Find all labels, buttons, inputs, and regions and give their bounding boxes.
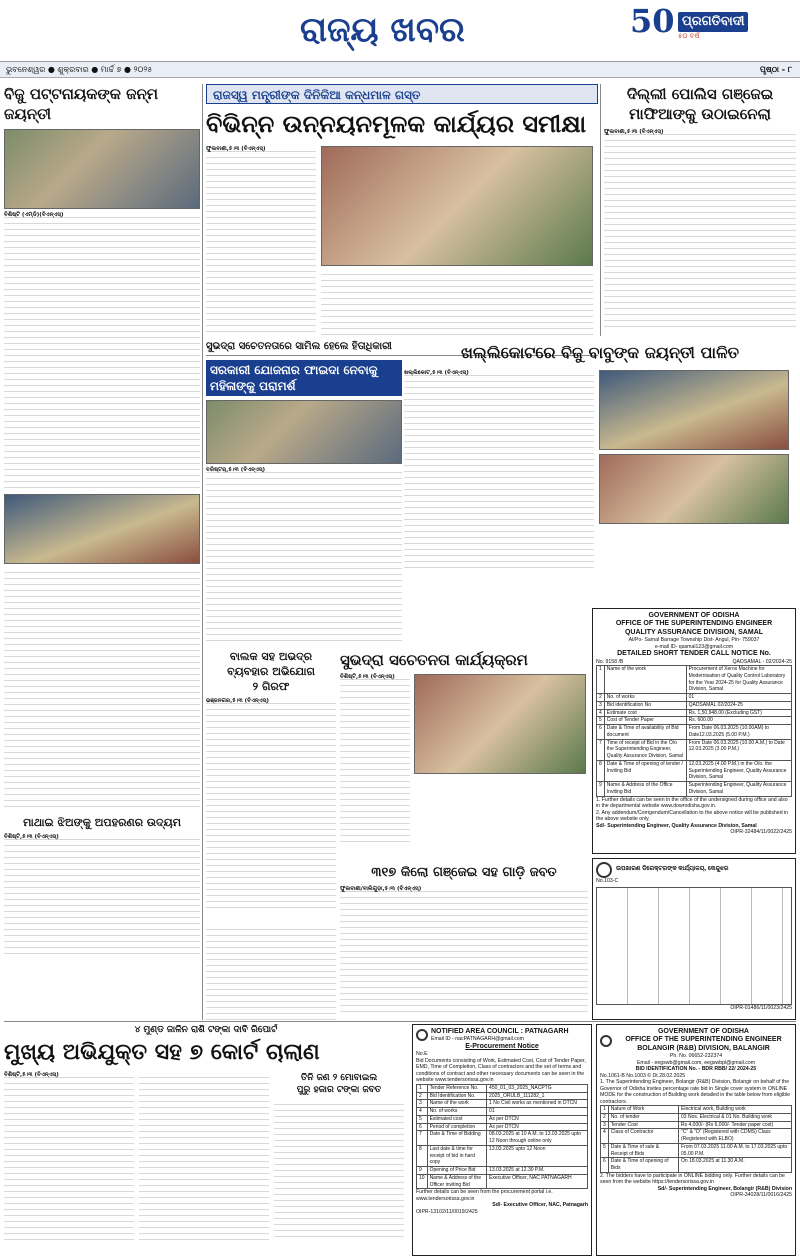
table-cell: 6: [597, 725, 605, 740]
table-row: [597, 694, 792, 702]
headline: ୩୧୭ କିଲୋ ଗଞ୍ଜେଇ ସହ ଗାଡ଼ି ଜବତ: [371, 865, 557, 880]
table-cell: Procurement of Xerox Machine for Modernisation of Quality Control Laboratory for the Year 2024-25 for Quality Assurance Division, Samal: [686, 666, 791, 694]
tender-division: BOLANGIR (R&B) DIVISION, BALANGIR: [637, 1044, 770, 1052]
table-row: [417, 1108, 588, 1116]
tender-email: e-mail ID- qasmal123@gmail.com: [654, 643, 734, 650]
story-ganja-seized: [340, 864, 588, 1020]
article-text: [4, 834, 200, 954]
kicker-text: ରାଜସ୍ୱ ମନ୍ତ୍ରୀଙ୍କ ଦିନିକିଆ କନ୍ଧମାଳ ଗସ୍ତ: [213, 88, 421, 102]
headline-line1: ତିନି ଜଣ ୨ ମୋବାଇଲ: [300, 1072, 378, 1083]
table-row: [597, 701, 792, 709]
table-row: [417, 1100, 588, 1108]
tender-notice-samal: [592, 608, 796, 854]
tender-code: OIPR-01486/11/0023/2425: [730, 1004, 792, 1011]
headline-line2: ମାଫିଆଙ୍କୁ ଉଠାଇନେଲା: [629, 105, 771, 124]
tender-notice-patnagarh: [412, 1024, 592, 1256]
byline: ଫୁଲବାଣୀ/ବାଲିଗୁଡ଼ା,୫।୩ (ବିଏନ୍‌ଏସ୍‌): [340, 885, 422, 892]
page-number: ପୃଷ୍ଠା - ୮: [759, 65, 792, 74]
kicker: ୪ ମୁଣ୍ଡ ଜାଳିନ ରାଶି ଟଙ୍କା ଦାବି ରିପୋର୍ଟ: [134, 1025, 278, 1035]
table-row: [597, 709, 792, 717]
tender-address: At/Po- Samal Barrage Township Dist- Angul, Pin- 759037: [628, 637, 760, 644]
headline-line1: ବାଲକ ସହ ଅଭଦ୍ର: [229, 650, 313, 663]
table-cell: Cost of Tender Paper: [604, 717, 686, 725]
table-cell: Date & Time of opening of Bids: [608, 1158, 678, 1173]
table-cell: 12.03.2025 (4.00 P.M.) in the O/o. the Superintending Engineer, Quality Assurance Division, Samal: [686, 760, 791, 781]
byline: ବରିଷ୍ଟର୍‌,୫।୩ (ବିଏନ୍‌ଏସ୍‌): [206, 467, 266, 474]
table-cell: 01: [686, 694, 791, 702]
table-cell: 6: [601, 1158, 609, 1173]
article-text: [340, 886, 588, 1012]
table-cell: 1: [601, 1106, 609, 1114]
table-row: [597, 666, 792, 694]
table-cell: Period of completion: [427, 1123, 486, 1131]
table-cell: Opening of Price Bid: [427, 1167, 486, 1175]
column-divider: [600, 84, 601, 336]
table-row: [417, 1115, 588, 1123]
tender-office: NOTIFIED AREA COUNCIL : PATNAGARH: [431, 1028, 569, 1035]
news-photo: [414, 674, 586, 774]
tender-signature: Sd/- Superintending Engineer, Bolangir (R&B) Division: [657, 1185, 792, 1192]
table-cell: Tender Reference No.: [427, 1084, 486, 1092]
headline-line1: ଦିଲ୍ଲୀ ପୋଲିସ ଗଞ୍ଜେଇ: [626, 85, 774, 103]
table-cell: Nature of Work: [608, 1106, 678, 1114]
table-cell: Executive Officer, NAC PATNAGARH: [487, 1174, 588, 1189]
column-divider: [202, 84, 203, 1020]
table-cell: 1 No Civil works as mentioned in DTCN: [487, 1100, 588, 1108]
table-row: [601, 1143, 792, 1158]
story-court-challan: [4, 1024, 408, 1256]
tender-ref: No. 9158 /B: [596, 658, 624, 665]
masthead: [0, 0, 800, 62]
news-photo: [321, 146, 593, 266]
kicker-text: ସୁଭଦ୍ରା ସଚେତନତାରେ ସାମିଲ ହେଲେ ହିତାଧିକାରୀ: [206, 341, 392, 352]
headline: ମୁଖ୍ୟ ଅଭିଯୁକ୍ତ ସହ ୭ କୋର୍ଟ ଚାଲାଣ: [4, 1039, 320, 1066]
table-row: [601, 1158, 792, 1173]
tender-note: 2. Any addendum/Corrigendum/Cancellation to the above notice will be published in the above website only.: [596, 809, 789, 823]
headline: ବିଭିନ୍ନ ଉନ୍ନୟନମୂଳକ କାର୍ଯ୍ୟର ସମୀକ୍ଷା: [206, 109, 587, 138]
table-cell: 2025_ORULB_111282_1: [487, 1092, 588, 1100]
table-row: [417, 1131, 588, 1146]
table-cell: Date & Time of opening of tender / Inviting Bid: [604, 760, 686, 781]
table-cell: 450_01_03_2025_NACPTG: [487, 1084, 588, 1092]
table-cell: From 07.03.2025 11.00 A.M. to 17.03.2025 upto 05.00 P.M.: [679, 1143, 792, 1158]
table-cell: As per DTCN: [487, 1115, 588, 1123]
byline: ବିଶିଷ୍ଟି (ଏମ୍‌ଡି)(ବିଏନ୍‌ଏସ୍‌): [4, 211, 64, 218]
table-cell: No. of works: [604, 694, 686, 702]
tender-notice-keonjhar: [592, 858, 796, 1020]
table-cell: 13.03.2025 upto 12 Noon: [487, 1145, 588, 1166]
article-text: [206, 924, 336, 1020]
table-cell: 5: [601, 1143, 609, 1158]
tender-note: Further details can be seen from the procurement portal i.e. www.tendersorissa.gov.in: [416, 1189, 553, 1202]
tender-code: OIPR-13102/11/0019/2425: [416, 1208, 478, 1215]
table-cell: Rs. 600.00: [686, 717, 791, 725]
tender-office: OFFICE OF THE SUPERINTENDING ENGINEER: [625, 1036, 782, 1044]
table-cell: 9: [417, 1167, 428, 1175]
table-cell: 5: [417, 1115, 428, 1123]
table-cell: 9: [597, 782, 605, 797]
table-cell: Bid identification No: [604, 701, 686, 709]
article-text: [604, 129, 796, 329]
article-text: [206, 698, 336, 913]
table-cell: 08.03.2025 at 10 A.M. to 13.03.2025 upto 12 Noon through online only: [487, 1131, 588, 1146]
tender-table: [416, 1084, 588, 1190]
tender-number: No.1061-B No.1003 © Dt.28.02.2025: [600, 1072, 686, 1079]
byline: ଫୁଲବାଣୀ,୫।୩ (ବିଏନ୍‌ଏସ୍‌): [604, 128, 664, 135]
dateline: [0, 62, 800, 78]
tender-number: No.103-C: [596, 878, 619, 884]
table-cell: Tender Cost: [608, 1121, 678, 1129]
headline: ମାଥାଇ ଝିଅଙ୍କୁ ଅପହରଣର ଉଦ୍ୟମ: [23, 816, 181, 829]
tender-email: Email - eegswb@gmail.com, eegswbpl@gmail.com: [636, 1059, 756, 1066]
date-text: ଭୁବନେଶ୍ୱର ● ଶୁକ୍ରବାର ● ମାର୍ଚ୍ଚ ୭ ● ୨୦୨୫: [6, 65, 153, 74]
table-row: [601, 1121, 792, 1129]
table-cell: Bid Identification No.: [427, 1092, 486, 1100]
table-row: [417, 1145, 588, 1166]
article-text: [206, 467, 402, 646]
story-biju-jayanti: [4, 84, 200, 489]
table-cell: 13.03.2025 at 12.30 P.M.: [487, 1167, 588, 1175]
article-text: [340, 674, 410, 844]
headline-line2: ପୁରୁ ହଜାର ଟଙ୍କା ଜବତ: [296, 1084, 382, 1095]
article-text: [206, 146, 316, 336]
section-title: ରାଜ୍ୟ ଖବର: [300, 10, 465, 50]
tender-number: No.E: [416, 1051, 428, 1058]
table-cell: From Date 06.03.2025 (10.00AM) to Date12.03.2025 (5.00 P.M.): [686, 725, 791, 740]
table-row: [417, 1174, 588, 1189]
table-cell: 2: [417, 1092, 428, 1100]
tender-office: ଉପଖାରଣ ଡିରେକ୍ଟରଙ୍କ କାର୍ଯ୍ୟାଳୟ, କେନ୍ଦୁଝର: [616, 866, 729, 873]
article-text: [321, 269, 593, 335]
article-text: [4, 567, 200, 812]
tender-code: OIPR-32484/11/0022/2425: [730, 829, 792, 836]
anniversary-tag: ୫୦ ବର୍ଷ: [678, 32, 700, 40]
table-cell: 1: [417, 1084, 428, 1092]
headline-line2: ବ୍ୟବହାର ଅଭିଯୋଗ: [227, 664, 315, 678]
article-text: [4, 1072, 134, 1244]
table-cell: Superintending Engineer, Quality Assurance Division, Samal: [686, 782, 791, 797]
table-cell: No. of works: [427, 1108, 486, 1116]
tender-number: QADSAMAL - 02/2024-25: [732, 658, 792, 665]
table-cell: Rs 4,000/- (Rs 6,000/- Tender paper cost): [679, 1121, 792, 1129]
table-cell: "C" & "D" (Registered with CDMS) Class (Registered with ELBO): [679, 1129, 792, 1144]
story-column-one: [4, 494, 200, 964]
story-development-review: [206, 108, 598, 336]
tender-phone: Ph. No. 06652-232374: [669, 1053, 723, 1060]
table-cell: Estimate cost: [604, 709, 686, 717]
table-row: [597, 725, 792, 740]
tender-intro: Bid Documents consisting of Work, Estimated Cost, Cost of Tender Paper, EMD, Time of Completion, Class of contractors and the set of terms and conditions of contract and other necessary documents can be seen in the website www.tendersorissa.gov.in: [416, 1057, 586, 1084]
table-row: [597, 760, 792, 781]
table-cell: 03 Nos. Electrical & 01 No. Building work: [679, 1113, 792, 1121]
table-cell: 2: [597, 694, 605, 702]
tender-note: 2. The bidders have to participate in ONLINE bidding only. Further details can be seen from the website https://tendersorissa.gov.in: [600, 1172, 785, 1186]
story-subhadra-program: [340, 650, 588, 860]
byline: ଫୁଲବାଣୀ,୫।୩ (ବିଏନ୍‌ଏସ୍‌): [206, 146, 266, 153]
table-cell: Name of the work: [427, 1100, 486, 1108]
tender-office: OFFICE OF THE SUPERINTENDING ENGINEER: [615, 620, 773, 628]
table-cell: No. of tender: [608, 1113, 678, 1121]
tender-title: BID IDENTIFICATION No. - BDR RBB/ 22/ 2024-25: [635, 1066, 757, 1073]
story-delhi-police: [604, 84, 796, 334]
tender-email: Email ID - nacPATNAGARH@gmail.com: [431, 1036, 524, 1043]
table-cell: 8: [417, 1145, 428, 1166]
article-text: [139, 1072, 269, 1244]
section-divider: [4, 1021, 796, 1022]
table-cell: 01: [487, 1108, 588, 1116]
news-photo: [4, 494, 200, 564]
table-cell: 7: [597, 739, 605, 760]
table-cell: 3: [417, 1100, 428, 1108]
news-photo: [206, 400, 402, 464]
news-photo: [599, 454, 789, 524]
table-cell: 8: [597, 760, 605, 781]
tender-signature: Sd/- Superintending Engineer, Quality Assurance Division, Samal: [596, 822, 757, 829]
story-mobile-seized: [206, 924, 336, 1020]
table-cell: From Date 06.03.2025 (10.00 A.M.) to Date 12.03.2025 (3.00 P.M.): [686, 739, 791, 760]
tender-gov: GOVERNMENT OF ODISHA: [648, 612, 740, 619]
tender-division: QUALITY ASSURANCE DIVISION, SAMAL: [624, 628, 764, 636]
table-cell: 3: [597, 701, 605, 709]
article-text: [4, 212, 200, 490]
table-cell: Name & Address of the Office Inviting Bid: [604, 782, 686, 797]
tender-table: [596, 665, 792, 797]
story-khallikote: [404, 342, 796, 604]
table-cell: Estimated cost: [427, 1115, 486, 1123]
table-cell: 4: [597, 709, 605, 717]
table-row: [601, 1106, 792, 1114]
table-cell: 5: [597, 717, 605, 725]
table-row: [417, 1123, 588, 1131]
seal-icon: [600, 1035, 612, 1047]
headline-line3: ୨ ଗିରଫ: [252, 679, 290, 693]
table-cell: Last date & time for receipt of bid in hard copy: [427, 1145, 486, 1166]
table-cell: 1: [597, 666, 605, 694]
tender-table: [596, 887, 792, 1005]
tender-notice-bolangir: [596, 1024, 796, 1256]
tender-note: 1. Further details can be seen in the office of the undersigned during office and also in the departmental website www.dowrodisha.gov.in.: [596, 796, 788, 810]
table-row: [597, 739, 792, 760]
table-cell: Date & Time of sale & Receipt of Bids: [608, 1143, 678, 1158]
tender-code: OIPR-34028/11/0016/2425: [730, 1192, 792, 1199]
table-cell: Rs. 1,50,948.00 (Excluding GST): [686, 709, 791, 717]
article-text: [404, 370, 594, 570]
byline: ଖଲ୍ଲିକୋଟ,୫।୩ (ବିଏନ୍‌ଏସ୍‌): [404, 369, 469, 376]
brand-logo: ପ୍ରଗତିବାଦୀ: [678, 12, 748, 32]
table-cell: QADSAMAL 02/2024-25: [686, 701, 791, 709]
table-cell: 3: [601, 1121, 609, 1129]
table-cell: 7: [417, 1131, 428, 1146]
table-row: [601, 1113, 792, 1121]
story-child-arrest: [206, 650, 336, 920]
table-cell: Electrical work, Building work: [679, 1106, 792, 1114]
table-cell: 6: [417, 1123, 428, 1131]
table-cell: Date & Time of availability of Bid document: [604, 725, 686, 740]
table-cell: Class of Contractor: [608, 1129, 678, 1144]
byline: ଭଞ୍ଜନଗର,୫।୩ (ବିଏନ୍‌ଏସ୍‌): [206, 697, 269, 704]
table-cell: Name of the work: [604, 666, 686, 694]
table-cell: Date & Time of Bidding: [427, 1131, 486, 1146]
story-govt-scheme: [206, 360, 402, 646]
byline: ବିଶିଷ୍ଟି,୫।୩ (ବିଏନ୍‌ଏସ୍‌): [4, 1071, 59, 1078]
tender-title: E-Procurement Notice: [465, 1042, 539, 1050]
tender-gov: GOVERNMENT OF ODISHA: [657, 1028, 749, 1035]
tender-table: [600, 1105, 792, 1173]
byline: ବିଶିଷ୍ଟି,୫।୩ (ବିଏନ୍‌ଏସ୍‌): [340, 674, 395, 681]
table-cell: As per DTCN: [487, 1123, 588, 1131]
table-cell: Time of receipt of Bid in the O/o the Superintending Engineer, Quality Assurance Division, Samal: [604, 739, 686, 760]
tender-title: DETAILED SHORT TENDER CALL NOTICE No.: [617, 650, 771, 658]
minister-kicker: [206, 84, 598, 104]
table-cell: Name & Address of the Officer inviting Bid: [427, 1174, 486, 1189]
byline: ବିଶିଷ୍ଟି,୫।୩ (ବିଏନ୍‌ଏସ୍‌): [4, 833, 59, 840]
table-row: [417, 1084, 588, 1092]
headline: ବିଜୁ ପଟ୍ଟନାୟକଙ୍କ ଜନ୍ମ ଜୟନ୍ତୀ: [4, 85, 158, 124]
table-row: [601, 1129, 792, 1144]
tender-signature: Sd/- Executive Officer, NAC, Patnagarh: [492, 1202, 588, 1209]
table-row: [597, 782, 792, 797]
seal-icon: [596, 862, 612, 878]
headline: ଖଲ୍ଲିକୋଟରେ ବିଜୁ ବାବୁଙ୍କ ଜୟନ୍ତୀ ପାଳିତ: [460, 343, 740, 362]
table-cell: 4: [601, 1129, 609, 1144]
table-row: [597, 717, 792, 725]
seal-icon: [416, 1029, 428, 1041]
news-photo: [599, 370, 789, 450]
news-photo: [4, 129, 200, 209]
table-cell: 10: [417, 1174, 428, 1189]
table-cell: 4: [417, 1108, 428, 1116]
headline: ସରକାରୀ ଯୋଜନାର ଫାଇଦା ନେବାକୁ ମହିଳାଙ୍କୁ ପରାମର୍ଶ: [206, 360, 402, 396]
headline: ସୁଭଦ୍ରା ସଚେତନତା କାର୍ଯ୍ୟକ୍ରମ: [340, 651, 528, 669]
table-cell: 2: [601, 1113, 609, 1121]
table-row: [417, 1092, 588, 1100]
anniversary-logo: 50: [630, 2, 675, 40]
tender-body: 1. The Superintending Engineer, Bolangir (R&B) Division, Bolangir on behalf of the Governor of Odisha invites percentage rate bid in Single cover system in ONLINE MODE for the construction of Building work detailed in the table below from eligible contractors.: [600, 1079, 791, 1105]
table-cell: On 18.03.2025 at 11.30 A.M.: [679, 1158, 792, 1173]
article-text: [274, 1099, 404, 1239]
table-row: [417, 1167, 588, 1175]
